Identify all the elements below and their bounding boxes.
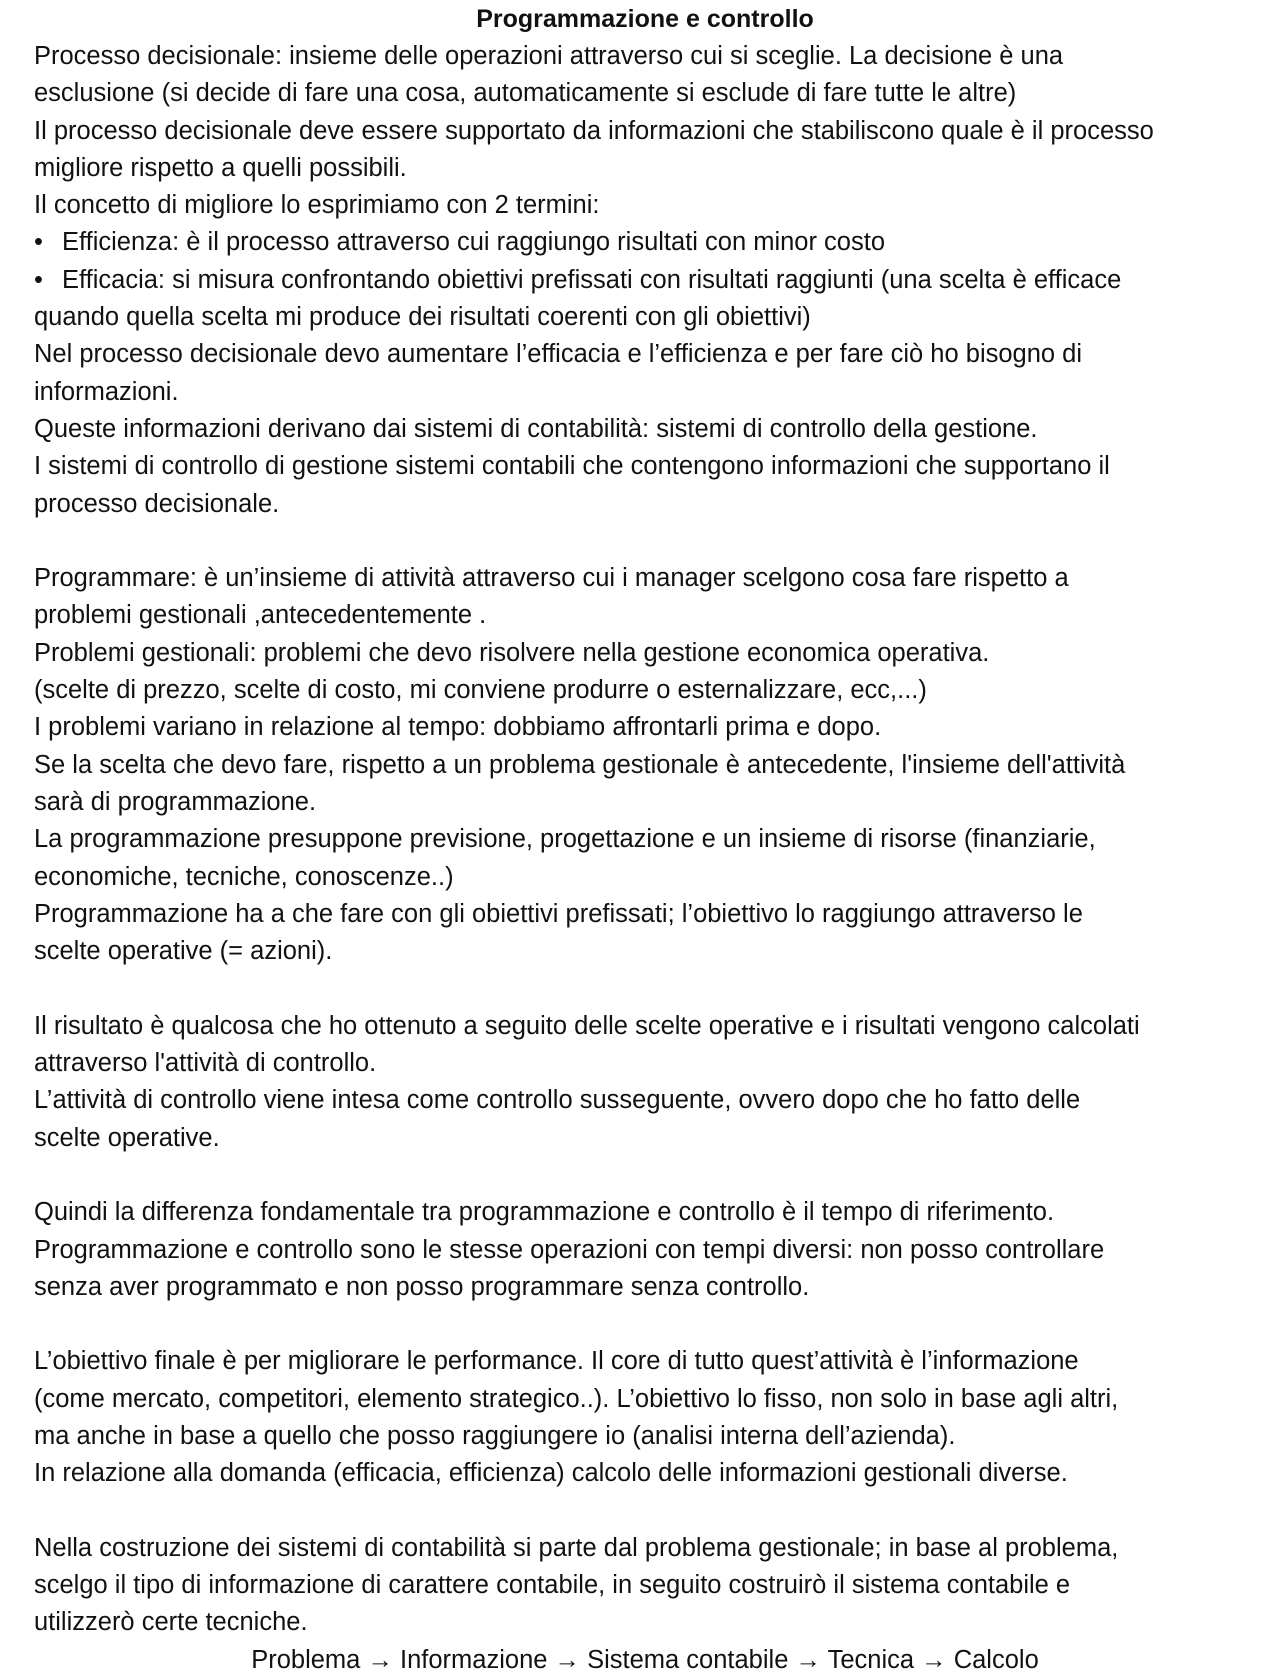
text-line: quando quella scelta mi produce dei risultati coerenti con gli obiettivi)	[34, 303, 811, 332]
text-line: Problemi gestionali: problemi che devo risolvere nella gestione economica operativa.	[34, 638, 990, 667]
bullet-text: Efficacia: si misura confrontando obiettivi prefissati con risultati raggiunti (una scelta è efficace	[62, 265, 1122, 294]
bullet-item-efficacia	[34, 262, 1256, 299]
text-line: economiche, tecniche, conoscenze..)	[34, 862, 454, 891]
text-line: L’obiettivo finale è per migliorare le performance. Il core di tutto quest’attività è l’informazione	[34, 1347, 1079, 1376]
text-line: attraverso l'attività di controllo.	[34, 1049, 377, 1078]
text-line: Queste informazioni derivano dai sistemi di contabilità: sistemi di controllo della gestione.	[34, 414, 1038, 443]
text-line: utilizzerò certe tecniche.	[34, 1608, 308, 1637]
text-line: In relazione alla domanda (efficacia, efficienza) calcolo delle informazioni gestionali diverse.	[34, 1459, 1068, 1488]
text-line: migliore rispetto a quelli possibili.	[34, 153, 407, 182]
text-line: Il concetto di migliore lo esprimiamo con 2 termini:	[34, 191, 600, 220]
paragraph-risultato	[34, 1008, 1256, 1157]
text-line: I problemi variano in relazione al tempo: dobbiamo affrontarli prima e dopo.	[34, 713, 882, 742]
text-line: (scelte di prezzo, scelte di costo, mi conviene produrre o esternalizzare, ecc,...)	[34, 676, 927, 705]
paragraph-programmare	[34, 560, 1256, 970]
paragraph-gap	[34, 970, 1256, 1007]
paragraph-costruzione	[34, 1530, 1256, 1642]
text-line: senza aver programmato e non posso programmare senza controllo.	[34, 1272, 810, 1301]
text-line: Processo decisionale: insieme delle operazioni attraverso cui si sceglie. La decisione è una	[34, 42, 1064, 70]
text-line: scelte operative.	[34, 1123, 220, 1152]
text-line: Programmazione e controllo sono le stesse operazioni con tempi diversi: non posso controllare	[34, 1235, 1105, 1264]
text-line: scelgo il tipo di informazione di carattere contabile, in seguito costruirò il sistema contabile e	[34, 1571, 1071, 1600]
text-line: Il processo decisionale deve essere supportato da informazioni che stabiliscono quale è il processo	[34, 116, 1154, 145]
paragraph-gap	[34, 523, 1256, 560]
paragraph-differenza	[34, 1194, 1256, 1306]
text-line: ma anche in base a quello che posso raggiungere io (analisi interna dell’azienda).	[34, 1421, 956, 1450]
paragraph-gap	[34, 1157, 1256, 1194]
text-line: scelte operative (= azioni).	[34, 937, 333, 966]
text-line: I sistemi di controllo di gestione sistemi contabili che contengono informazioni che supportano il	[34, 452, 1110, 481]
bullet-icon: •	[34, 228, 43, 257]
process-flow: Problema → Informazione → Sistema contabile → Tecnica → Calcolo	[251, 1645, 1039, 1674]
text-line: La programmazione presuppone previsione, progettazione e un insieme di risorse (finanziarie,	[34, 825, 1096, 854]
document-page	[34, 0, 1256, 1679]
paragraph-gap	[34, 1306, 1256, 1343]
text-line: Se la scelta che devo fare, rispetto a un problema gestionale è antecedente, l'insieme dell'attività	[34, 750, 1126, 779]
paragraph-decision-process	[34, 38, 1256, 523]
text-line: Il risultato è qualcosa che ho ottenuto a seguito delle scelte operative e i risultati vengono calcolati	[34, 1011, 1140, 1040]
paragraph-obiettivo	[34, 1343, 1256, 1492]
bullet-text: Efficienza: è il processo attraverso cui raggiungo risultati con minor costo	[62, 228, 886, 257]
text-line: Programmazione ha a che fare con gli obiettivi prefissati; l’obiettivo lo raggiungo attraverso le	[34, 899, 1083, 928]
text-line: Nella costruzione dei sistemi di contabilità si parte dal problema gestionale; in base al problema,	[34, 1533, 1119, 1562]
bullet-item-efficienza	[34, 224, 1256, 261]
text-line: esclusione (si decide di fare una cosa, automaticamente si esclude di fare tutte le altre)	[34, 79, 1017, 108]
page-title: Programmazione e controllo	[476, 5, 814, 33]
text-line: Nel processo decisionale devo aumentare l’efficacia e l’efficienza e per fare ciò ho bisogno di	[34, 340, 1083, 369]
text-line: problemi gestionali ,antecedentemente .	[34, 601, 487, 630]
text-line: Programmare: è un’insieme di attività attraverso cui i manager scelgono cosa fare rispetto a	[34, 564, 1069, 593]
text-line: informazioni.	[34, 377, 179, 406]
text-line: sarà di programmazione.	[34, 787, 317, 816]
paragraph-gap	[34, 1493, 1256, 1530]
text-line: Quindi la differenza fondamentale tra programmazione e controllo è il tempo di riferimento.	[34, 1198, 1055, 1227]
text-line: (come mercato, competitori, elemento strategico..). L’obiettivo lo fisso, non solo in base agli altri,	[34, 1384, 1119, 1413]
text-line: L’attività di controllo viene intesa come controllo susseguente, ovvero dopo che ho fatto delle	[34, 1086, 1081, 1115]
bullet-icon: •	[34, 265, 43, 294]
text-line: processo decisionale.	[34, 489, 280, 518]
